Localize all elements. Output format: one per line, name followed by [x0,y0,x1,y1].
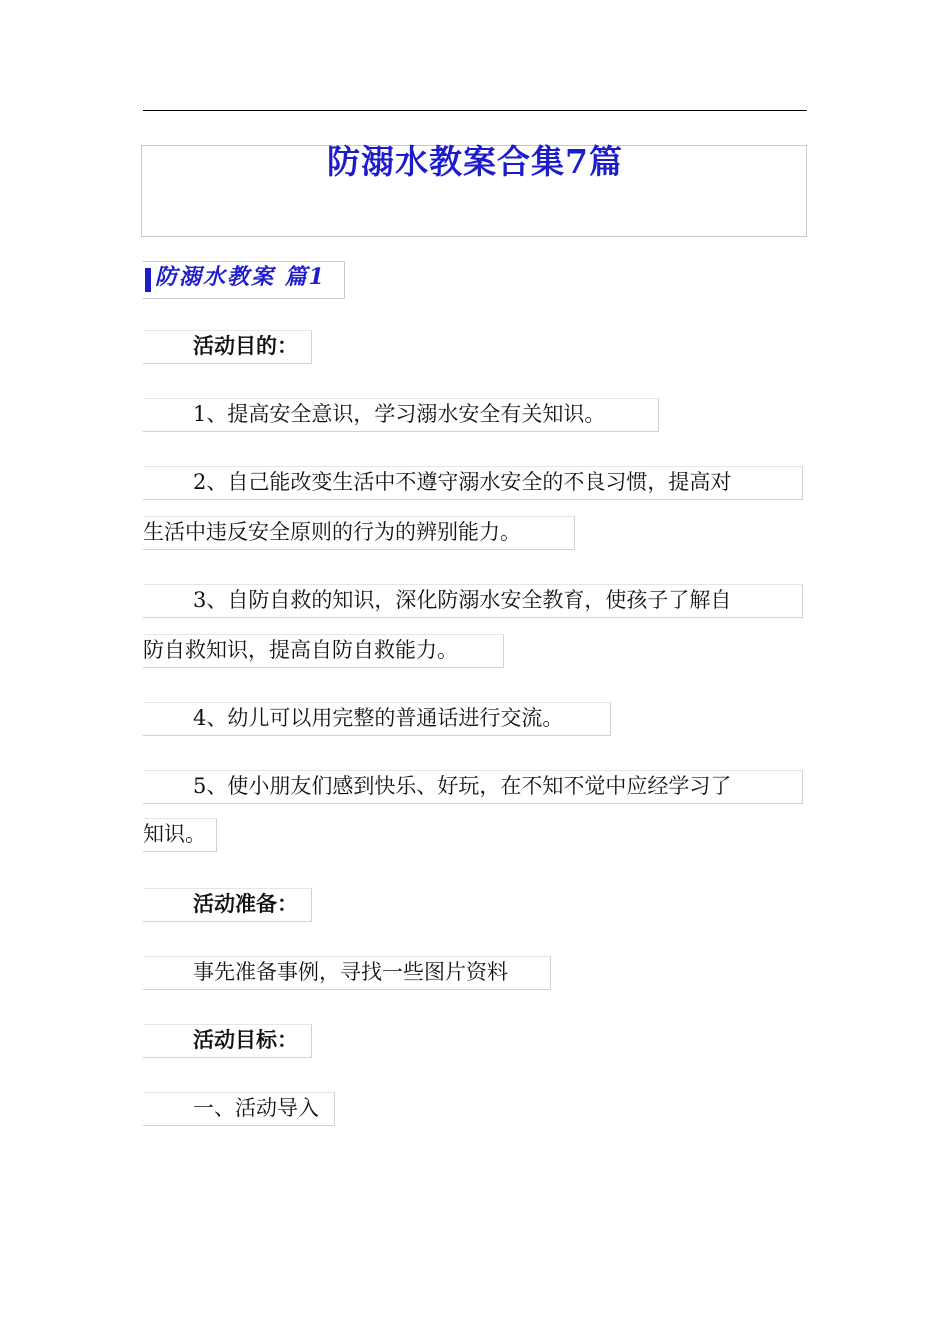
step-1: 一、活动导入 [143,1092,335,1126]
purpose-item-3-cont: 防自救知识，提高自防自救能力。 [143,634,504,668]
purpose-item-5: 5、使小朋友们感到快乐、好玩，在不知不觉中应经学习了 [143,770,803,804]
purpose-item-1: 1、提高安全意识，学习溺水安全有关知识。 [143,398,659,432]
goal-label: 活动目标： [143,1024,312,1058]
purpose-item-3: 3、自防自救的知识，深化防溺水安全教育，使孩子了解自 [143,584,803,618]
purpose-item-2-cont: 生活中违反安全原则的行为的辨别能力。 [143,516,575,550]
section-heading: 防溺水教案 篇1 [143,261,345,299]
document-title: 防溺水教案合集7篇 [327,142,623,181]
preparation-label: 活动准备： [143,888,312,922]
activity-purpose-label: 活动目的： [143,330,312,364]
purpose-item-5-cont: 知识。 [143,818,217,852]
preparation-text: 事先准备事例，寻找一些图片资料 [143,956,551,990]
purpose-item-4: 4、幼儿可以用完整的普通话进行交流。 [143,702,611,736]
purpose-item-2: 2、自己能改变生活中不遵守溺水安全的不良习惯，提高对 [143,466,803,500]
top-rule [143,110,807,111]
section-marker [145,268,151,292]
